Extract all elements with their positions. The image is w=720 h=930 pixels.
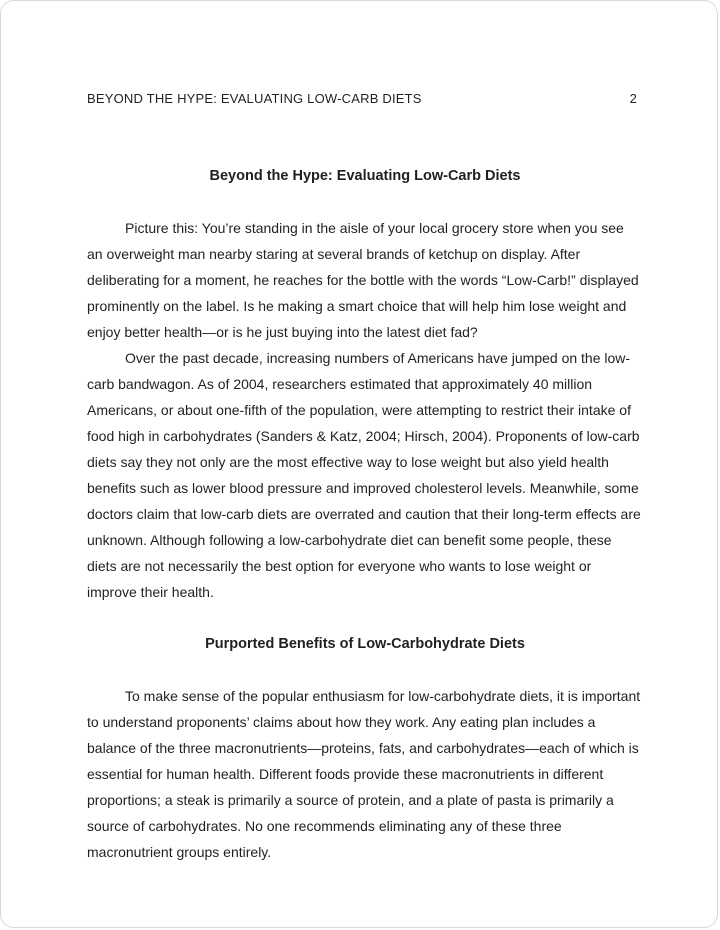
paper-title: Beyond the Hype: Evaluating Low-Carb Diets <box>209 168 521 184</box>
section-heading: Purported Benefits of Low-Carbohydrate Diets <box>205 636 525 652</box>
paper-body <box>87 163 643 865</box>
body-paragraph-2: Over the past decade, increasing numbers of Americans have jumped on the low-carb bandwagon. As of 2004, researchers estimated that approximately 40 million Americans, or about one-fifth of the population, were attempting to restrict their intake of food high in carbohydrates (Sanders & Katz, 2004; Hirsch, 2004). Proponents of low-carb diets say they not only are the most effective way to lose weight but also yield health benefits such as lower blood pressure and improved cholesterol levels. Meanwhile, some doctors claim that low-carb diets are overrated and caution that their long-term effects are unknown. Although following a low-carbohydrate diet can benefit some people, these diets are not necessarily the best option for everyone who wants to lose weight or improve their health. <box>87 350 641 600</box>
page-number: 2 <box>629 91 637 106</box>
page-header <box>87 91 637 106</box>
body-paragraph-1: Picture this: You’re standing in the aisle of your local grocery store when you see an overweight man nearby staring at several brands of ketchup on display. After deliberating for a moment, he reaches for the bottle with the words “Low-Carb!” displayed prominently on the label. Is he making a smart choice that will help him lose weight and enjoy better health—or is he just buying into the latest diet fad? <box>87 220 639 340</box>
running-head: BEYOND THE HYPE: EVALUATING LOW-CARB DIETS <box>87 91 422 106</box>
body-paragraph-3: To make sense of the popular enthusiasm for low-carbohydrate diets, it is important to understand proponents’ claims about how they work. Any eating plan includes a balance of the three macronutrients—proteins, fats, and carbohydrates—each of which is essential for human health. Different foods provide these macronutrients in different proportions; a steak is primarily a source of protein, and a plate of pasta is primarily a source of carbohydrates. No one recommends eliminating any of these three macronutrient groups entirely. <box>87 688 641 860</box>
